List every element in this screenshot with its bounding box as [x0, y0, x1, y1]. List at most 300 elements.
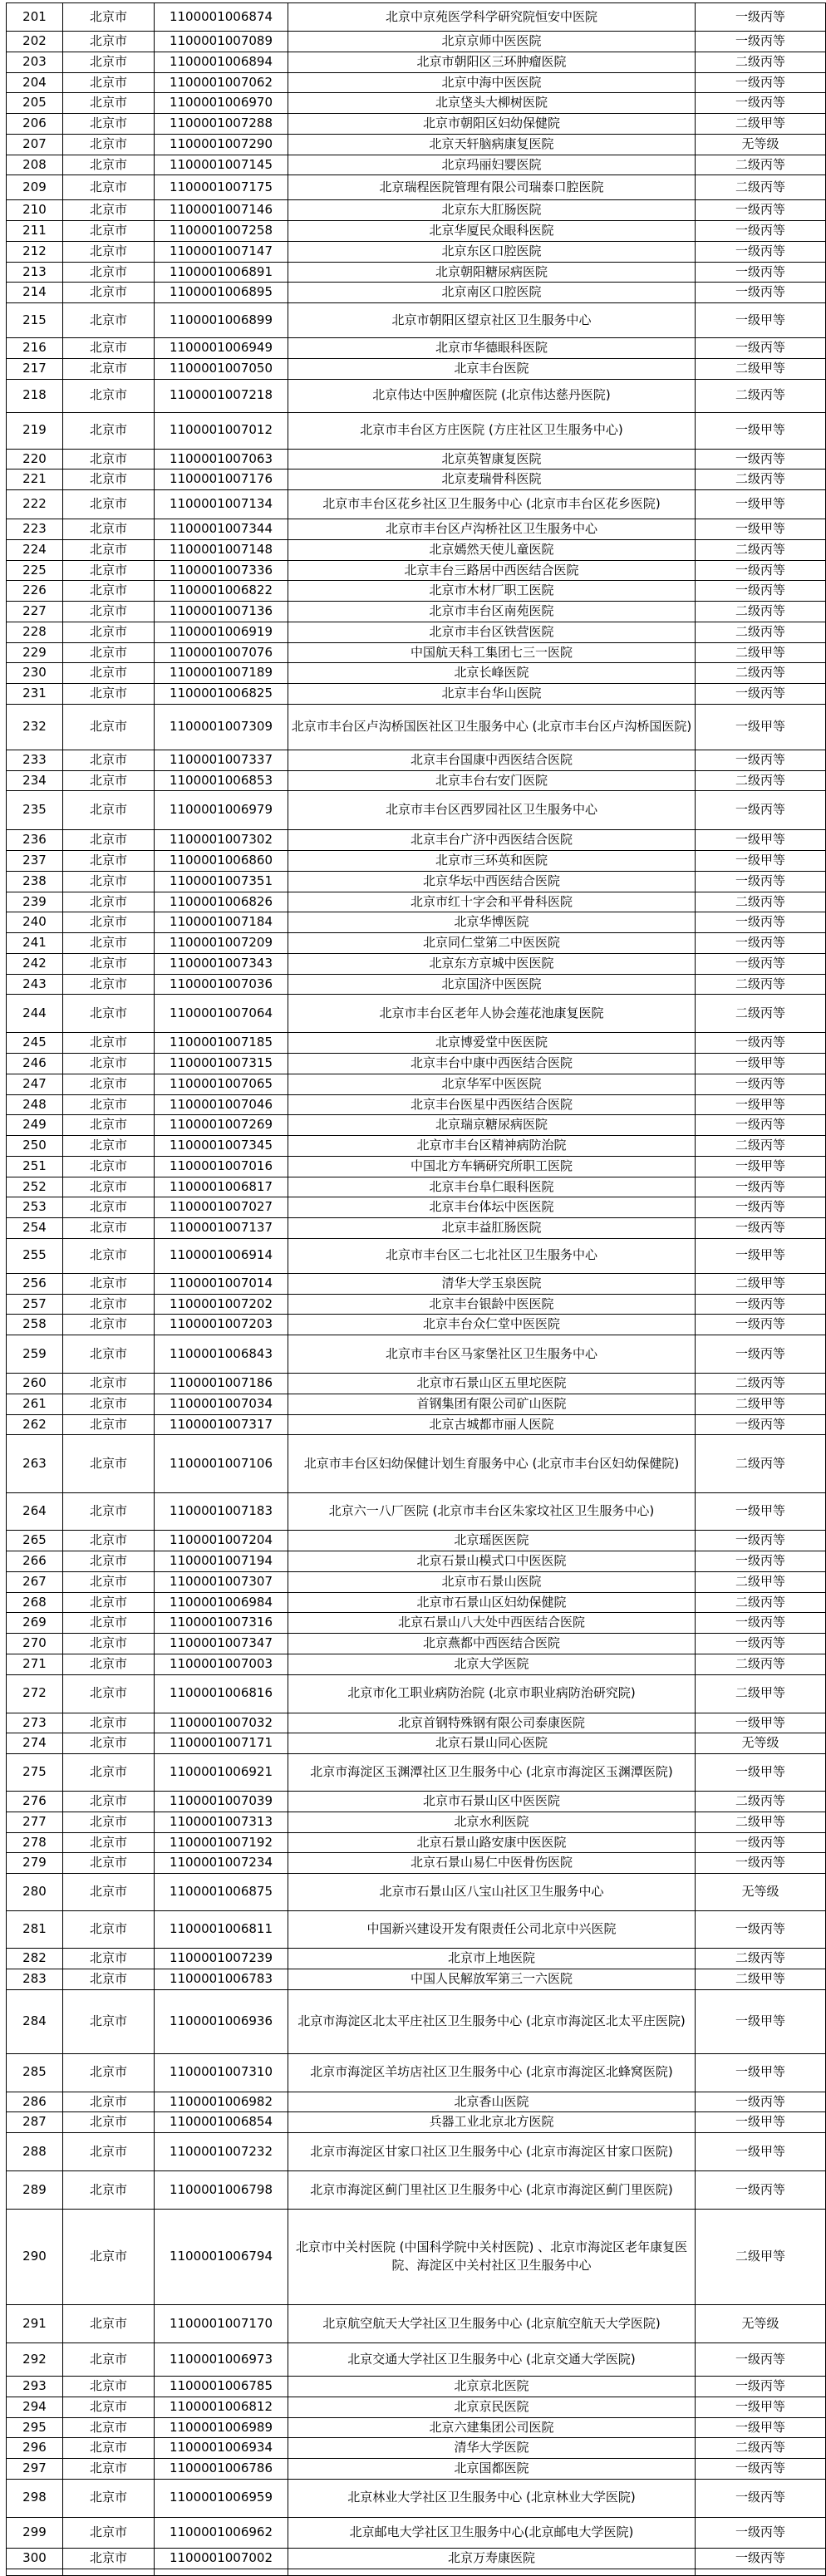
hospital-name-cell: 北京市红十字会和平骨科医院 — [288, 892, 696, 912]
row-number-cell: 254 — [7, 1218, 63, 1239]
org-id-cell: 1100001006786 — [155, 2459, 288, 2480]
row-number-cell: 252 — [7, 1177, 63, 1197]
hospital-name-cell: 北京麦瑞骨科医院 — [288, 469, 696, 490]
table-row — [7, 1273, 826, 1294]
hospital-name-cell: 北京国济中医医院 — [288, 974, 696, 995]
hospital-name-cell: 中国航天科工集团七三一医院 — [288, 642, 696, 663]
table-row — [7, 1713, 826, 1733]
city-cell: 北京市 — [63, 2343, 155, 2377]
grade-cell: 一级丙等 — [696, 1531, 826, 1551]
hospital-name-cell: 北京林业大学社区卫生服务中心 (北京林业大学医院) — [288, 2479, 696, 2517]
hospital-name-cell: 北京丰台体坛中医医院 — [288, 1197, 696, 1218]
hospital-name-cell: 北京京北医院 — [288, 2377, 696, 2397]
grade-cell: 一级甲等 — [696, 1156, 826, 1177]
hospital-name-cell: 北京东大肛肠医院 — [288, 200, 696, 221]
grade-cell: 二级丙等 — [696, 2438, 826, 2459]
row-number-cell: 297 — [7, 2459, 63, 2480]
org-id-cell: 1100001007317 — [155, 1414, 288, 1435]
row-number-cell: 253 — [7, 1197, 63, 1218]
city-cell: 北京市 — [63, 2210, 155, 2305]
hospital-name-cell: 中国北方车辆研究所职工医院 — [288, 1156, 696, 1177]
org-id-cell: 1100001007145 — [155, 155, 288, 175]
grade-cell: 一级丙等 — [696, 221, 826, 242]
hospital-name-cell: 北京瑞京糖尿病医院 — [288, 1115, 696, 1136]
table-row — [7, 871, 826, 892]
city-cell: 北京市 — [63, 912, 155, 933]
hospital-name-cell: 北京市丰台区花乡社区卫生服务中心 (北京市丰台区花乡医院) — [288, 490, 696, 519]
org-id-cell: 1100001007012 — [155, 412, 288, 449]
city-cell: 北京市 — [63, 1435, 155, 1493]
city-cell: 北京市 — [63, 1273, 155, 1294]
org-id-cell: 1100001007258 — [155, 221, 288, 242]
table-row — [7, 1374, 826, 1394]
city-cell: 北京市 — [63, 1394, 155, 1414]
row-number-cell: 263 — [7, 1435, 63, 1493]
table-row — [7, 684, 826, 705]
table-row — [7, 2092, 826, 2112]
table-row — [7, 469, 826, 490]
city-cell: 北京市 — [63, 175, 155, 200]
grade-cell: 一级丙等 — [696, 449, 826, 469]
row-number-cell: 233 — [7, 750, 63, 770]
grade-cell: 一级甲等 — [696, 490, 826, 519]
row-number-cell: 220 — [7, 449, 63, 469]
org-id-cell: 1100001007343 — [155, 953, 288, 974]
grade-cell: 一级丙等 — [696, 750, 826, 770]
org-id-cell: 1100001007313 — [155, 1812, 288, 1832]
row-number-cell: 248 — [7, 1094, 63, 1115]
grade-cell: 二级甲等 — [696, 1273, 826, 1294]
grade-cell: 一级甲等 — [696, 2053, 826, 2092]
hospital-name-cell: 北京市木材厂职工医院 — [288, 581, 696, 602]
org-id-cell: 1100001007050 — [155, 358, 288, 379]
city-cell: 北京市 — [63, 1911, 155, 1949]
table-row — [7, 1969, 826, 1989]
org-id-cell: 1100001007234 — [155, 1853, 288, 1874]
hospital-list-table-wrap — [6, 2, 813, 2565]
city-cell: 北京市 — [63, 1335, 155, 1374]
grade-cell: 二级甲等 — [696, 642, 826, 663]
city-cell: 北京市 — [63, 200, 155, 221]
org-id-cell: 1100001007336 — [155, 560, 288, 581]
row-number-cell: 232 — [7, 704, 63, 750]
org-id-cell: 1100001006914 — [155, 1238, 288, 1273]
hospital-name-cell: 北京石景山模式口中医医院 — [288, 1551, 696, 1572]
org-id-cell: 1100001006875 — [155, 1874, 288, 1911]
hospital-name-cell: 北京市海淀区蓟门里社区卫生服务中心 (北京市海淀区蓟门里医院) — [288, 2171, 696, 2210]
table-row — [7, 663, 826, 684]
org-id-cell: 1100001006936 — [155, 1989, 288, 2053]
table-row — [7, 2517, 826, 2548]
hospital-name-cell: 北京市石景山区妇幼保健院 — [288, 1592, 696, 1613]
city-cell: 北京市 — [63, 1033, 155, 1054]
org-id-cell: 1100001007176 — [155, 469, 288, 490]
row-number-cell: 219 — [7, 412, 63, 449]
city-cell: 北京市 — [63, 1949, 155, 1969]
grade-cell: 无等级 — [696, 2305, 826, 2343]
hospital-name-cell: 北京大学医院 — [288, 1654, 696, 1674]
table-row — [7, 1949, 826, 1969]
hospital-name-cell: 北京市丰台区马家堡社区卫生服务中心 — [288, 1335, 696, 1374]
hospital-name-cell: 北京市丰台区二七北社区卫生服务中心 — [288, 1238, 696, 1273]
table-row — [7, 539, 826, 560]
city-cell: 北京市 — [63, 1989, 155, 2053]
city-cell: 北京市 — [63, 469, 155, 490]
grade-cell: 二级丙等 — [696, 974, 826, 995]
grade-cell: 一级丙等 — [696, 581, 826, 602]
table-row — [7, 1074, 826, 1094]
grade-cell: 二级丙等 — [696, 622, 826, 642]
row-number-cell: 236 — [7, 830, 63, 851]
city-cell: 北京市 — [63, 871, 155, 892]
org-id-cell: 1100001006812 — [155, 2397, 288, 2417]
city-cell: 北京市 — [63, 1832, 155, 1853]
hospital-name-cell: 北京市石景山区八宝山社区卫生服务中心 — [288, 1874, 696, 1911]
grade-cell: 二级丙等 — [696, 1592, 826, 1613]
org-id-cell: 1100001007063 — [155, 449, 288, 469]
org-id-cell: 1100001007146 — [155, 200, 288, 221]
table-row — [7, 1094, 826, 1115]
grade-cell: 一级丙等 — [696, 1832, 826, 1853]
table-row — [7, 1733, 826, 1754]
row-number-cell: 266 — [7, 1551, 63, 1572]
table-row — [7, 1551, 826, 1572]
row-number-cell: 272 — [7, 1674, 63, 1713]
row-number-cell: 294 — [7, 2397, 63, 2417]
grade-cell: 二级甲等 — [696, 358, 826, 379]
row-number-cell: 245 — [7, 1033, 63, 1054]
grade-cell: 二级丙等 — [696, 1792, 826, 1812]
city-cell: 北京市 — [63, 1315, 155, 1335]
grade-cell: 一级丙等 — [696, 1074, 826, 1094]
grade-cell: 一级丙等 — [696, 1853, 826, 1874]
org-id-cell: 1100001006822 — [155, 581, 288, 602]
row-number-cell: 228 — [7, 622, 63, 642]
org-id-cell: 1100001007202 — [155, 1294, 288, 1315]
grade-cell: 一级甲等 — [696, 303, 826, 338]
partial-cell — [288, 2569, 696, 2575]
row-number-cell: 279 — [7, 1853, 63, 1874]
hospital-name-cell: 北京市朝阳区三环肿瘤医院 — [288, 52, 696, 72]
city-cell: 北京市 — [63, 663, 155, 684]
grade-cell: 一级丙等 — [696, 93, 826, 114]
row-number-cell: 221 — [7, 469, 63, 490]
city-cell: 北京市 — [63, 1874, 155, 1911]
grade-cell: 一级丙等 — [696, 1613, 826, 1634]
partial-cell — [155, 2569, 288, 2575]
org-id-cell: 1100001007345 — [155, 1136, 288, 1157]
table-row — [7, 2479, 826, 2517]
table-row — [7, 1853, 826, 1874]
city-cell: 北京市 — [63, 303, 155, 338]
hospital-name-cell: 北京瑶医医院 — [288, 1531, 696, 1551]
hospital-name-cell: 北京华厦民众眼科医院 — [288, 221, 696, 242]
city-cell: 北京市 — [63, 519, 155, 540]
hospital-name-cell: 北京中海中医医院 — [288, 72, 696, 93]
hospital-list-table — [6, 2, 826, 2576]
row-number-cell: 299 — [7, 2517, 63, 2548]
city-cell: 北京市 — [63, 1853, 155, 1874]
table-row — [7, 1832, 826, 1853]
grade-cell: 一级丙等 — [696, 560, 826, 581]
grade-cell: 一级丙等 — [696, 2343, 826, 2377]
org-id-cell: 1100001006825 — [155, 684, 288, 705]
row-number-cell: 206 — [7, 114, 63, 135]
hospital-name-cell: 中国新兴建设开发有限责任公司北京中兴医院 — [288, 1911, 696, 1949]
org-id-cell: 1100001007027 — [155, 1197, 288, 1218]
org-id-cell: 1100001006826 — [155, 892, 288, 912]
org-id-cell: 1100001006853 — [155, 770, 288, 791]
grade-cell: 一级丙等 — [696, 2459, 826, 2480]
grade-cell: 二级甲等 — [696, 114, 826, 135]
org-id-cell: 1100001006785 — [155, 2377, 288, 2397]
hospital-name-cell: 北京石景山同心医院 — [288, 1733, 696, 1754]
city-cell: 北京市 — [63, 1294, 155, 1315]
org-id-cell: 1100001006989 — [155, 2417, 288, 2438]
row-number-cell: 246 — [7, 1054, 63, 1074]
city-cell: 北京市 — [63, 851, 155, 872]
row-number-cell: 210 — [7, 200, 63, 221]
grade-cell: 二级丙等 — [696, 995, 826, 1033]
grade-cell: 一级丙等 — [696, 953, 826, 974]
partial-row — [7, 2569, 826, 2575]
grade-cell: 一级甲等 — [696, 830, 826, 851]
hospital-name-cell: 北京市丰台区老年人协会莲花池康复医院 — [288, 995, 696, 1033]
table-row — [7, 2397, 826, 2417]
city-cell: 北京市 — [63, 358, 155, 379]
org-id-cell: 1100001006811 — [155, 1911, 288, 1949]
table-row — [7, 2343, 826, 2377]
hospital-name-cell: 北京石景山路安康中医医院 — [288, 1832, 696, 1853]
org-id-cell: 1100001006921 — [155, 1754, 288, 1792]
row-number-cell: 258 — [7, 1315, 63, 1335]
table-row — [7, 1989, 826, 2053]
row-number-cell: 202 — [7, 32, 63, 52]
org-id-cell: 1100001007062 — [155, 72, 288, 93]
row-number-cell: 222 — [7, 490, 63, 519]
org-id-cell: 1100001006962 — [155, 2517, 288, 2548]
org-id-cell: 1100001006895 — [155, 283, 288, 303]
table-row — [7, 1054, 826, 1074]
table-row — [7, 303, 826, 338]
row-number-cell: 214 — [7, 283, 63, 303]
row-number-cell: 237 — [7, 851, 63, 872]
row-number-cell: 274 — [7, 1733, 63, 1754]
hospital-name-cell: 北京丰台银龄中医医院 — [288, 1294, 696, 1315]
city-cell: 北京市 — [63, 974, 155, 995]
table-row — [7, 93, 826, 114]
row-number-cell: 251 — [7, 1156, 63, 1177]
hospital-name-cell: 北京市石景山区五里坨医院 — [288, 1374, 696, 1394]
row-number-cell: 289 — [7, 2171, 63, 2210]
city-cell: 北京市 — [63, 379, 155, 412]
table-row — [7, 1592, 826, 1613]
row-number-cell: 284 — [7, 1989, 63, 2053]
hospital-name-cell: 北京丰台华山医院 — [288, 684, 696, 705]
city-cell: 北京市 — [63, 1733, 155, 1754]
hospital-name-cell: 北京伟达中医肿瘤医院 (北京伟达慈丹医院) — [288, 379, 696, 412]
table-row — [7, 155, 826, 175]
row-number-cell: 205 — [7, 93, 63, 114]
table-row — [7, 1435, 826, 1493]
table-row — [7, 892, 826, 912]
grade-cell: 一级丙等 — [696, 1294, 826, 1315]
partial-cell — [7, 2569, 63, 2575]
grade-cell: 二级甲等 — [696, 1571, 826, 1592]
row-number-cell: 264 — [7, 1493, 63, 1531]
city-cell: 北京市 — [63, 2171, 155, 2210]
table-row — [7, 1911, 826, 1949]
city-cell: 北京市 — [63, 830, 155, 851]
city-cell: 北京市 — [63, 642, 155, 663]
row-number-cell: 227 — [7, 602, 63, 622]
city-cell: 北京市 — [63, 2053, 155, 2092]
city-cell: 北京市 — [63, 221, 155, 242]
hospital-name-cell: 北京英智康复医院 — [288, 449, 696, 469]
city-cell: 北京市 — [63, 134, 155, 155]
city-cell: 北京市 — [63, 1969, 155, 1989]
org-id-cell: 1100001007003 — [155, 1654, 288, 1674]
org-id-cell: 1100001007016 — [155, 1156, 288, 1177]
table-row — [7, 338, 826, 359]
grade-cell: 二级甲等 — [696, 1674, 826, 1713]
city-cell: 北京市 — [63, 1792, 155, 1812]
row-number-cell: 282 — [7, 1949, 63, 1969]
org-id-cell: 1100001007137 — [155, 1218, 288, 1239]
table-row — [7, 283, 826, 303]
org-id-cell: 1100001007310 — [155, 2053, 288, 2092]
grade-cell: 一级甲等 — [696, 519, 826, 540]
grade-cell: 无等级 — [696, 1733, 826, 1754]
table-row — [7, 379, 826, 412]
table-row — [7, 851, 826, 872]
row-number-cell: 283 — [7, 1969, 63, 1989]
org-id-cell: 1100001007046 — [155, 1094, 288, 1115]
city-cell: 北京市 — [63, 2548, 155, 2569]
org-id-cell: 1100001007064 — [155, 995, 288, 1033]
hospital-name-cell: 北京同仁堂第二中医医院 — [288, 933, 696, 954]
city-cell: 北京市 — [63, 892, 155, 912]
org-id-cell: 1100001006959 — [155, 2479, 288, 2517]
org-id-cell: 1100001007175 — [155, 175, 288, 200]
org-id-cell: 1100001007034 — [155, 1394, 288, 1414]
partial-cell — [696, 2569, 826, 2575]
hospital-name-cell: 北京博爱堂中医医院 — [288, 1033, 696, 1054]
hospital-name-cell: 北京东区口腔医院 — [288, 241, 696, 262]
hospital-name-cell: 北京丰台国康中西医结合医院 — [288, 750, 696, 770]
table-row — [7, 52, 826, 72]
row-number-cell: 217 — [7, 358, 63, 379]
row-number-cell: 231 — [7, 684, 63, 705]
grade-cell: 一级甲等 — [696, 851, 826, 872]
org-id-cell: 1100001007192 — [155, 1832, 288, 1853]
org-id-cell: 1100001007185 — [155, 1033, 288, 1054]
row-number-cell: 269 — [7, 1613, 63, 1634]
table-row — [7, 241, 826, 262]
row-number-cell: 288 — [7, 2133, 63, 2171]
table-row — [7, 519, 826, 540]
hospital-name-cell: 北京东方京城中医医院 — [288, 953, 696, 974]
hospital-name-cell: 北京六建集团公司医院 — [288, 2417, 696, 2438]
row-number-cell: 287 — [7, 2112, 63, 2133]
org-id-cell: 1100001007344 — [155, 519, 288, 540]
city-cell: 北京市 — [63, 3, 155, 32]
grade-cell: 一级丙等 — [696, 2377, 826, 2397]
hospital-name-cell: 北京市丰台区卢沟桥国医社区卫生服务中心 (北京市丰台区卢沟桥国医院) — [288, 704, 696, 750]
row-number-cell: 280 — [7, 1874, 63, 1911]
row-number-cell: 235 — [7, 791, 63, 830]
city-cell: 北京市 — [63, 2305, 155, 2343]
row-number-cell: 225 — [7, 560, 63, 581]
grade-cell: 一级丙等 — [696, 684, 826, 705]
city-cell: 北京市 — [63, 791, 155, 830]
table-row — [7, 2459, 826, 2480]
table-row — [7, 622, 826, 642]
grade-cell: 一级甲等 — [696, 1054, 826, 1074]
table-row — [7, 830, 826, 851]
row-number-cell: 265 — [7, 1531, 63, 1551]
hospital-name-cell: 北京市丰台区妇幼保健计划生育服务中心 (北京市丰台区妇幼保健院) — [288, 1435, 696, 1493]
org-id-cell: 1100001007269 — [155, 1115, 288, 1136]
grade-cell: 二级丙等 — [696, 52, 826, 72]
hospital-name-cell: 北京华博医院 — [288, 912, 696, 933]
hospital-name-cell: 北京丰益肛肠医院 — [288, 1218, 696, 1239]
city-cell: 北京市 — [63, 1156, 155, 1177]
city-cell: 北京市 — [63, 283, 155, 303]
table-row — [7, 358, 826, 379]
row-number-cell: 271 — [7, 1654, 63, 1674]
grade-cell: 二级丙等 — [696, 175, 826, 200]
hospital-name-cell: 兵器工业北京北方医院 — [288, 2112, 696, 2133]
row-number-cell: 292 — [7, 2343, 63, 2377]
row-number-cell: 247 — [7, 1074, 63, 1094]
table-row — [7, 2438, 826, 2459]
hospital-name-cell: 北京香山医院 — [288, 2092, 696, 2112]
table-row — [7, 1571, 826, 1592]
city-cell: 北京市 — [63, 1136, 155, 1157]
city-cell: 北京市 — [63, 2112, 155, 2133]
hospital-name-cell: 北京丰台三路居中西医结合医院 — [288, 560, 696, 581]
hospital-name-cell: 北京航空航天大学社区卫生服务中心 (北京航空航天大学医院) — [288, 2305, 696, 2343]
org-id-cell: 1100001007239 — [155, 1949, 288, 1969]
row-number-cell: 261 — [7, 1394, 63, 1414]
grade-cell: 一级甲等 — [696, 1713, 826, 1733]
table-row — [7, 1493, 826, 1531]
grade-cell: 二级甲等 — [696, 2210, 826, 2305]
grade-cell: 一级甲等 — [696, 1094, 826, 1115]
hospital-name-cell: 北京华坛中西医结合医院 — [288, 871, 696, 892]
hospital-name-cell: 北京市华德眼科医院 — [288, 338, 696, 359]
city-cell: 北京市 — [63, 1592, 155, 1613]
grade-cell: 二级丙等 — [696, 539, 826, 560]
city-cell: 北京市 — [63, 602, 155, 622]
row-number-cell: 293 — [7, 2377, 63, 2397]
city-cell: 北京市 — [63, 1054, 155, 1074]
hospital-name-cell: 北京朝阳糖尿病医院 — [288, 262, 696, 283]
row-number-cell: 285 — [7, 2053, 63, 2092]
row-number-cell: 226 — [7, 581, 63, 602]
city-cell: 北京市 — [63, 1713, 155, 1733]
city-cell: 北京市 — [63, 1115, 155, 1136]
grade-cell: 一级丙等 — [696, 791, 826, 830]
org-id-cell: 1100001007337 — [155, 750, 288, 770]
hospital-name-cell: 北京市上地医院 — [288, 1949, 696, 1969]
grade-cell: 二级丙等 — [696, 1374, 826, 1394]
row-number-cell: 207 — [7, 134, 63, 155]
table-row — [7, 581, 826, 602]
row-number-cell: 234 — [7, 770, 63, 791]
org-id-cell: 1100001007134 — [155, 490, 288, 519]
